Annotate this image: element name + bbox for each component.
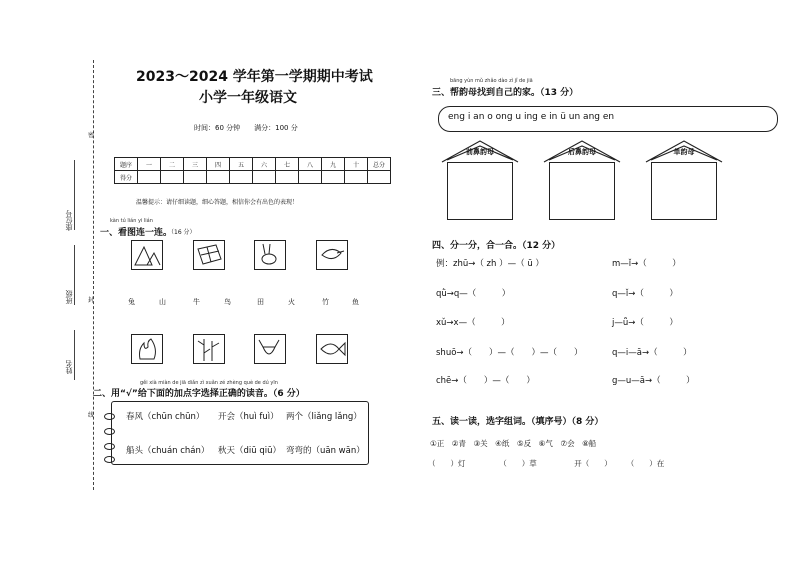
- field-icon: [194, 241, 224, 269]
- seal-mark-2: 封: [88, 297, 95, 304]
- picture-fire[interactable]: [131, 334, 163, 364]
- score-header-cell: 总分: [368, 158, 391, 171]
- finals-banner-text: eng i an o ong u ing e in ü un ang en: [448, 112, 615, 122]
- match-word[interactable]: 山: [159, 298, 166, 306]
- sec1-points: （16 分）: [168, 229, 196, 236]
- split-question[interactable]: xǔ→x—（ ）: [436, 318, 510, 328]
- score-cell[interactable]: [276, 171, 299, 184]
- score-cell[interactable]: [322, 171, 345, 184]
- match-word[interactable]: 竹: [322, 298, 329, 306]
- score-header-cell: 五: [230, 158, 253, 171]
- binding-line: [93, 60, 94, 490]
- seat-line: [74, 160, 75, 230]
- seal-mark-1: 密: [88, 132, 95, 139]
- sec5-options: ①正 ②青 ③关 ④纸 ⑤反 ⑥气 ⑦会 ⑧船: [430, 439, 597, 448]
- house-box: [549, 162, 615, 220]
- score-header-cell: 九: [322, 158, 345, 171]
- score-header-cell: 八: [299, 158, 322, 171]
- combine-question[interactable]: g—u—ā→（ ）: [612, 376, 695, 386]
- exam-time: 时间：60 分钟 满分：100 分: [194, 124, 298, 132]
- score-row-label: 得分: [115, 171, 138, 184]
- sec4-title: 四、分一分，合一合。（12 分）: [432, 241, 561, 251]
- scroll-ring: [104, 413, 115, 420]
- reading-item-3[interactable]: 两个（liǎng lǎng）: [286, 412, 362, 422]
- sec1-pinyin: kàn tú lián yi lián: [110, 218, 153, 224]
- score-header-cell: 六: [253, 158, 276, 171]
- cow-icon: [255, 335, 285, 363]
- mountain-icon: [132, 241, 162, 269]
- combine-question[interactable]: q—ǐ→（ ）: [612, 289, 678, 299]
- match-word[interactable]: 田: [257, 298, 264, 306]
- fish-icon: [317, 335, 347, 363]
- scroll-ring: [104, 456, 115, 463]
- match-word[interactable]: 兔: [128, 298, 135, 306]
- combine-question[interactable]: j—ǚ→（ ）: [612, 318, 678, 328]
- score-cell[interactable]: [345, 171, 368, 184]
- seat-label: 座位号: [65, 210, 73, 231]
- exam-subtitle: 小学一年级语文: [199, 90, 297, 106]
- sec2-title: 二、用“√”给下面的加点字选择正确的读音。（6 分）: [93, 389, 305, 399]
- sec5-title: 五、读一读，选字组词。（填序号）（8 分）: [432, 417, 604, 427]
- match-word[interactable]: 鸟: [224, 298, 231, 306]
- picture-cow[interactable]: [254, 334, 286, 364]
- score-cell[interactable]: [253, 171, 276, 184]
- score-cell[interactable]: [161, 171, 184, 184]
- class-line: [74, 245, 75, 305]
- picture-mountain[interactable]: [131, 240, 163, 270]
- sec1-title: 一、看图连一连。: [100, 228, 173, 238]
- score-cell[interactable]: [230, 171, 253, 184]
- score-header-cell: 二: [161, 158, 184, 171]
- sec3-pinyin: bāng yùn mǔ zhǎo dào zì jǐ de jiā: [450, 78, 533, 84]
- sec2-pinyin: gěi xià miàn de jiā diǎn zì xuǎn zé zhèng què de dú yīn: [140, 380, 278, 386]
- score-cell[interactable]: [184, 171, 207, 184]
- split-question[interactable]: shuō→（ ）—（ ）—（ ）: [436, 348, 583, 358]
- seal-mark-3: 线: [88, 412, 95, 419]
- name-label: 姓名: [65, 360, 73, 374]
- reading-item-5[interactable]: 秋天（diū qiū）: [218, 446, 281, 456]
- score-header-cell: 三: [184, 158, 207, 171]
- match-word[interactable]: 鱼: [352, 298, 359, 306]
- reminder-text: 温馨提示：请仔细读题，细心答题，相信你会有出色的表现！: [136, 199, 299, 206]
- reading-item-1[interactable]: 春风（chūn chūn）: [126, 412, 205, 422]
- house-label: 前鼻韵母: [466, 148, 494, 156]
- rabbit-icon: [255, 241, 285, 269]
- house-label: 后鼻韵母: [568, 148, 596, 156]
- picture-bird[interactable]: [316, 240, 348, 270]
- sec3-title: 三、帮韵母找到自己的家。（13 分）: [432, 88, 579, 98]
- class-label: 班级: [65, 290, 73, 304]
- scroll-ring: [104, 428, 115, 435]
- score-header-cell: 题序: [115, 158, 138, 171]
- score-cell[interactable]: [299, 171, 322, 184]
- match-word[interactable]: 火: [288, 298, 295, 306]
- split-question[interactable]: qǜ→q—（ ）: [436, 289, 511, 299]
- house-label: 单韵母: [673, 148, 695, 156]
- score-cell[interactable]: [207, 171, 230, 184]
- reading-item-6[interactable]: 弯弯的（uān wān）: [286, 446, 365, 456]
- reading-item-2[interactable]: 开会（huì fuì）: [218, 412, 279, 422]
- combine-question[interactable]: q—i—ā→（ ）: [612, 348, 692, 358]
- house-box: [651, 162, 717, 220]
- score-header-cell: 十: [345, 158, 368, 171]
- house-back-nasal[interactable]: [542, 138, 622, 220]
- reading-item-4[interactable]: 船头（chuán chán）: [126, 446, 210, 456]
- scroll-ring: [104, 443, 115, 450]
- score-header-cell: 七: [276, 158, 299, 171]
- combine-question[interactable]: m—ǐ→（ ）: [612, 259, 681, 269]
- score-header-cell: 一: [138, 158, 161, 171]
- picture-field[interactable]: [193, 240, 225, 270]
- fire-icon: [132, 335, 162, 363]
- sec5-blanks[interactable]: （ ）灯 （ ）草 开（ ） （ ）在: [428, 459, 665, 468]
- picture-fish[interactable]: [316, 334, 348, 364]
- score-header-cell: 四: [207, 158, 230, 171]
- picture-bamboo[interactable]: [193, 334, 225, 364]
- score-cell[interactable]: [368, 171, 391, 184]
- score-table: [114, 157, 391, 184]
- house-box: [447, 162, 513, 220]
- score-cell[interactable]: [138, 171, 161, 184]
- name-line: [74, 330, 75, 380]
- house-front-nasal[interactable]: [440, 138, 520, 220]
- bird-icon: [317, 241, 347, 269]
- exam-title: 2023～2024 学年第一学期期中考试: [136, 69, 373, 85]
- split-question[interactable]: 例：zhū→（ zh ）—（ ū ）: [436, 259, 544, 269]
- house-simple-finals[interactable]: [644, 138, 724, 220]
- bamboo-icon: [194, 335, 224, 363]
- match-word[interactable]: 牛: [193, 298, 200, 306]
- picture-rabbit[interactable]: [254, 240, 286, 270]
- split-question[interactable]: chē→（ ）—（ ）: [436, 376, 535, 386]
